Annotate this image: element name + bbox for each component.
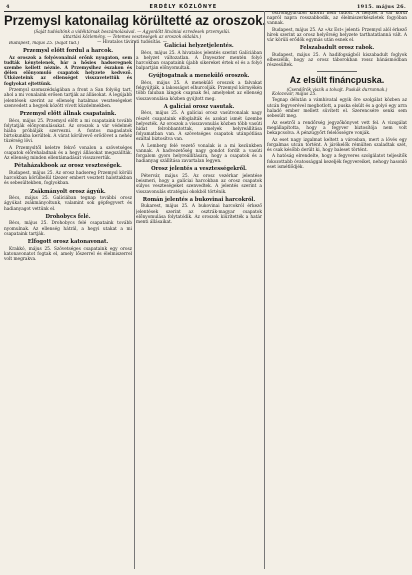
paragraph: ostromgyűrűből kitörni nem tudott. A helyzet a vár körül napról napra rosszabbodik, az élelmiszerkészletek fogyóban vannak. <box>267 11 407 27</box>
section-heading: Galíciai helyzetjelentés. <box>164 43 234 49</box>
paragraph: A hatóság elrendelte, hogy a fegyveres szolgálatot teljesítők fokozottabb óvatossággal kezeljék fegyvereiket, nehogy hasonló eset ismétlődjék. <box>267 154 407 170</box>
section-heading: Zsákmányolt orosz ágyúk. <box>30 188 106 195</box>
section-heading: Przemysl előtt fordul a harcok. <box>22 48 114 55</box>
paragraph: Krakkó, május 25. Szövetséges csapataink egy orosz katonavonatot fogtak el, amely lőszerrel és élelmiszerrel volt megrakva. <box>4 246 132 262</box>
paragraph: Pétervár, május 25. Az orosz vezérkar jelentése beismeri, hogy a galíciai harcokban az orosz csapatok súlyos veszteségeket szenvedtek. A jelentés szerint a visszavonulás stratégiai okokból történik. <box>136 174 262 195</box>
newspaper-page <box>4 3 408 569</box>
paragraph: Bécs, május 25. A galíciai orosz vasútvonalak nagy részét csapataink elfoglalták és azokat ismét üzembe helyezték. Az oroszok a visszavonulás közben több vasúti hidat felrobbantottak, amelyek helyreállítása folyamatban van. A szövetséges csapatok utánpótlása ezáltal biztosítva van. <box>136 111 262 143</box>
paragraph: Bécs, május 25. Drohobycs felé csapataink tovább nyomulnak. Az ellenség hátrál, a hegyi utakat a mi csapataink tartják. <box>4 221 132 237</box>
subhead-line-2: úttartási közlemény. — Tetemes veszteségek az oroszok oldalán.) <box>62 34 202 40</box>
section-heading: Pétaházakbook az orosz veszteségek. <box>14 163 122 170</box>
paragraph: Az eset nagy izgalmat keltett a városban, mert a lövés egy forgalmas utcán történt. A járókelők rémülten szaladtak szét, és csak később derült ki, hogy baleset történt. <box>267 137 407 153</box>
column-2 <box>136 41 262 569</box>
column-rule <box>264 11 265 569</box>
paragraph: Przemysl szomszédságában a front a San folyóig tart, ahol a mi vonalaink erősen tartják az állásokat. A legújabb jelentések szerint az ellenség hatalmas veszteségeket szenvedett a hegyek között vívott küzdelmekben. <box>4 88 132 109</box>
paragraph: A Przemysltől keletre fekvő vonalon a szövetséges csapatok előrehaladnak és a hegyi állásokat megszállták. Az ellenség minden ellentámadását visszavertük. <box>4 145 132 162</box>
section-heading: Román jelentés a bukovinai harcokról. <box>142 196 256 203</box>
divider <box>317 71 357 72</box>
section-heading: Elfogott orosz katonavonat. <box>27 238 109 245</box>
column-rule <box>134 41 135 569</box>
paragraph: Bukarest, május 25. A bukovinai harcokról érkező jelentések szerint az osztrák-magyar csapatok előnyomulása folytatódik. Az oroszok kiürítették a határ menti állásaikat. <box>136 204 262 225</box>
page-number: 4 <box>6 4 10 10</box>
column-3 <box>267 11 407 569</box>
section-heading: Drohobycs felé. <box>45 213 91 220</box>
paragraph: Bécs, május 25. Przemysl előtt a mi csapataink tovább folytatják előnyomulásukat. Az oroszok a vár védelmét hiába próbálják szervezni. A fontos magaslatok birtokunkba kerültek. A várat körülvevő erődövet a nehéz tüzérség lövi. <box>4 118 132 145</box>
main-headline: Przemysl katonailag körültetté az oroszok. <box>4 13 267 28</box>
section-heading: Felszabadult orosz rabok. <box>299 45 375 52</box>
article-subhead: (Csendőrök viszik a tolvajt. Puskák durrannak.) <box>286 86 388 92</box>
subhead-line-1: (Saját tudósítónk a vidéktársak beszámolásával. — Agyonlőtt litvániai ezredesek przemyslüi. <box>33 29 231 34</box>
section-heading: Przemysl előtt állnak csapataink. <box>19 110 117 117</box>
issue-date: 1915. május 26. <box>356 4 406 10</box>
dateline: Budapest, május 25. (Saját tud.) <box>9 41 80 46</box>
paragraph: Budapest, május 25. Az orosz hadsereg Przemysl körüli harcokban körülbelül tízezer embert vesztett halottakban és sebesültekben, foglyokban. <box>4 171 132 187</box>
paragraph: Tegnap délután a vámhivatal egyik őre szolgálat közben az utcán fegyverével megbotlott, a puska elsült és a golyó egy arra haladó ember mellett süvített el. Szerencsére senki sem sebesült meg. <box>267 98 407 119</box>
dateline: Kolozsvár, május 25. <box>272 91 317 97</box>
column-1 <box>4 41 132 569</box>
paragraph: Budapest, május 25. Az »Az Est« jelenti: Przemysl alól érkező hírek szerint az orosz helyőrség helyzete tarthatatlanná vált. A vár körüli erődök egymás után esnek el. <box>267 27 407 44</box>
paragraph: Budapest, május 25. A hadifogságból kiszabadult foglyok elbeszélik, hogy az orosz táborokban rossz bánásmódban részesültek. <box>267 53 407 69</box>
section-heading: Gyújtogatnak a menekülő oroszok. <box>148 73 250 80</box>
paragraph: Az oroszok a folyóvonalnál erőnk nyugaton, sem tudták kénytelenek, bár a hősies hadseregnek szembe kellett néznie. A Przemyslhez északon és délen előnyomuló csapatok helyzete kedvező. Ütközeteink az ellenséget visszavetettük és foglyokat ejtettünk. <box>4 55 132 87</box>
article-headline: Az elsült fináncpuska. <box>289 74 385 85</box>
paragraph: Bécs, május 25. A menekülő oroszok a falvakat felgyújtják, a lakosságot elhurcolják. Przemysl környékén több faluban lángok csapnak fel, amelyeket az ellenség visszavonulása közben gyújtott meg. <box>136 81 262 102</box>
paragraph: Az esetről a rendőrség jegyzőkönyvet vett fel. A vizsgálat megállapította, hogy a fegyver biztosítója nem volt bekapcsolva. A pénzügyőrt felelősségre vonják. <box>267 120 407 136</box>
paragraph: Bécs, május 25. Galíciában tegnap további orosz ágyúkat zsákmányoltunk, valamint sok gépfegyvert és hadianyagot vettünk el. <box>4 196 132 212</box>
section-heading: Orosz jelentés a vesztességekről. <box>151 166 247 173</box>
section-heading: A galíciai orosz vasutak. <box>163 103 235 110</box>
paragraph: A Lemberg felé vezető vonalak is a mi kezünkben vannak. A hadvezetőség nagy gondot fordít a vasúti forgalom gyors helyreállítására, hogy a csapatok és a hadianyag szállítása zavartalan legyen. <box>136 143 262 165</box>
paragraph: Bécs, május 25. A hivatalos jelentés szerint Galíciában a helyzet változatlan. A Dnyeszter mentén folyó harcokban csapataink újabb sikereket értek el és a folyó balpartján előnyomultak. <box>136 50 262 72</box>
subhead-line-3: — Hivatalos távirati tudósítás. — <box>97 39 167 45</box>
paper-name: ERDÉLY KÖZLÖNYE <box>149 4 218 10</box>
